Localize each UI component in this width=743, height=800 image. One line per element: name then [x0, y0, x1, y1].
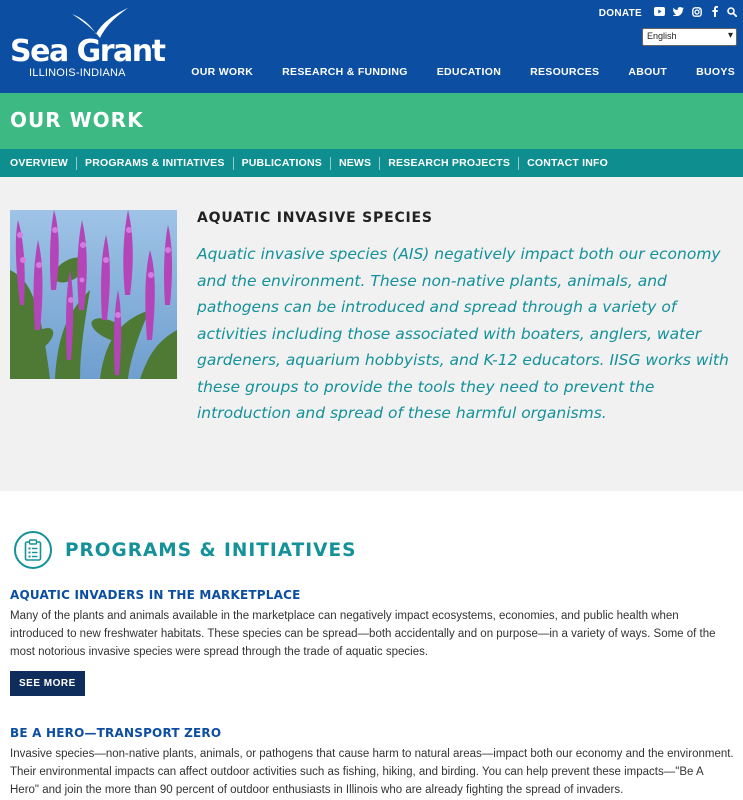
subnav-divider — [379, 157, 380, 170]
program-item — [10, 588, 735, 696]
section-title-bar — [0, 93, 743, 149]
chevron-down-icon: ▾ — [727, 30, 733, 41]
main-navigation — [191, 66, 735, 78]
program-item-title[interactable]: BE A HERO—TRANSPORT ZERO — [10, 726, 222, 740]
nav-education[interactable]: EDUCATION — [436, 66, 502, 78]
subnav-publications[interactable]: PUBLICATIONS — [241, 157, 322, 169]
facebook-icon[interactable] — [710, 6, 719, 20]
feature-panel — [0, 177, 743, 491]
subnav-divider — [76, 157, 77, 170]
nav-about[interactable]: ABOUT — [628, 66, 668, 78]
nav-buoys[interactable]: BUOYS — [696, 66, 735, 78]
subnav-research-projects[interactable]: RESEARCH PROJECTS — [388, 157, 511, 169]
program-item-text: Invasive species—non-native plants, animals, or pathogens that cause harm to natural areas—impact both our economy and the environment. Their environmental impacts can affect outdoor activities such as fishing, hiking, and birding. You can help prevent these impacts—"Be A Hero" and join the more than 90 percent of outdoor enthusiasts in Illinois who are already fighting the spread of invaders. — [10, 748, 734, 796]
subnav-divider — [233, 157, 234, 170]
donate-link[interactable]: DONATE — [598, 7, 642, 19]
program-item — [10, 726, 735, 799]
program-item-text: Many of the plants and animals available in the marketplace can negatively impact ecosystems, economies, and public health when introduced to new freshwater habitats. These species can be spread—both accidentally and on purpose—in a variety of ways. Some of the most notorious invasive species were spread through the trade of aquatic species. — [10, 610, 716, 658]
youtube-icon[interactable] — [654, 7, 665, 19]
nav-our-work[interactable]: OUR WORK — [191, 66, 254, 78]
clipboard-icon — [14, 531, 52, 569]
subnav-news[interactable]: NEWS — [338, 157, 372, 169]
twitter-icon[interactable] — [673, 7, 684, 19]
search-icon[interactable] — [727, 7, 737, 20]
section-subnav — [0, 149, 743, 177]
subnav-divider — [518, 157, 519, 170]
subnav-programs-initiatives[interactable]: PROGRAMS & INITIATIVES — [85, 157, 225, 169]
nav-resources[interactable]: RESOURCES — [530, 66, 600, 78]
programs-title: PROGRAMS & INITIATIVES — [65, 539, 357, 561]
nav-research-funding[interactable]: RESEARCH & FUNDING — [282, 66, 408, 78]
utility-bar — [599, 6, 737, 20]
program-item-title[interactable]: AQUATIC INVADERS IN THE MARKETPLACE — [10, 588, 301, 602]
logo-subtitle: ILLINOIS-INDIANA — [29, 67, 126, 79]
subnav-divider — [330, 157, 331, 170]
sea-grant-logo[interactable] — [10, 8, 165, 80]
feature-title: AQUATIC INVASIVE SPECIES — [197, 210, 433, 226]
subnav-contact-info[interactable]: CONTACT INFO — [527, 157, 609, 169]
language-selected-value: English — [647, 31, 677, 41]
instagram-icon[interactable] — [692, 7, 702, 20]
feature-description: Aquatic invasive species (AIS) negatively impact both our economy and the environment. These non-native plants, animals, and pathogens can be introduced and spread through a variety of activities including those associated with boaters, anglers, water gardeners, aquarium hobbyists, and K-12 educators. IISG works with these groups to provide the tools they need to prevent the introduction and spread of these harmful organisms. — [197, 245, 729, 422]
see-more-button[interactable]: SEE MORE — [10, 671, 85, 696]
page-title: OUR WORK — [10, 108, 144, 132]
language-select[interactable] — [642, 28, 737, 46]
loosestrife-photo — [10, 210, 177, 379]
programs-heading — [14, 531, 356, 569]
site-header — [0, 0, 743, 93]
logo-title: Sea Grant — [10, 34, 165, 69]
subnav-overview[interactable]: OVERVIEW — [10, 157, 69, 169]
